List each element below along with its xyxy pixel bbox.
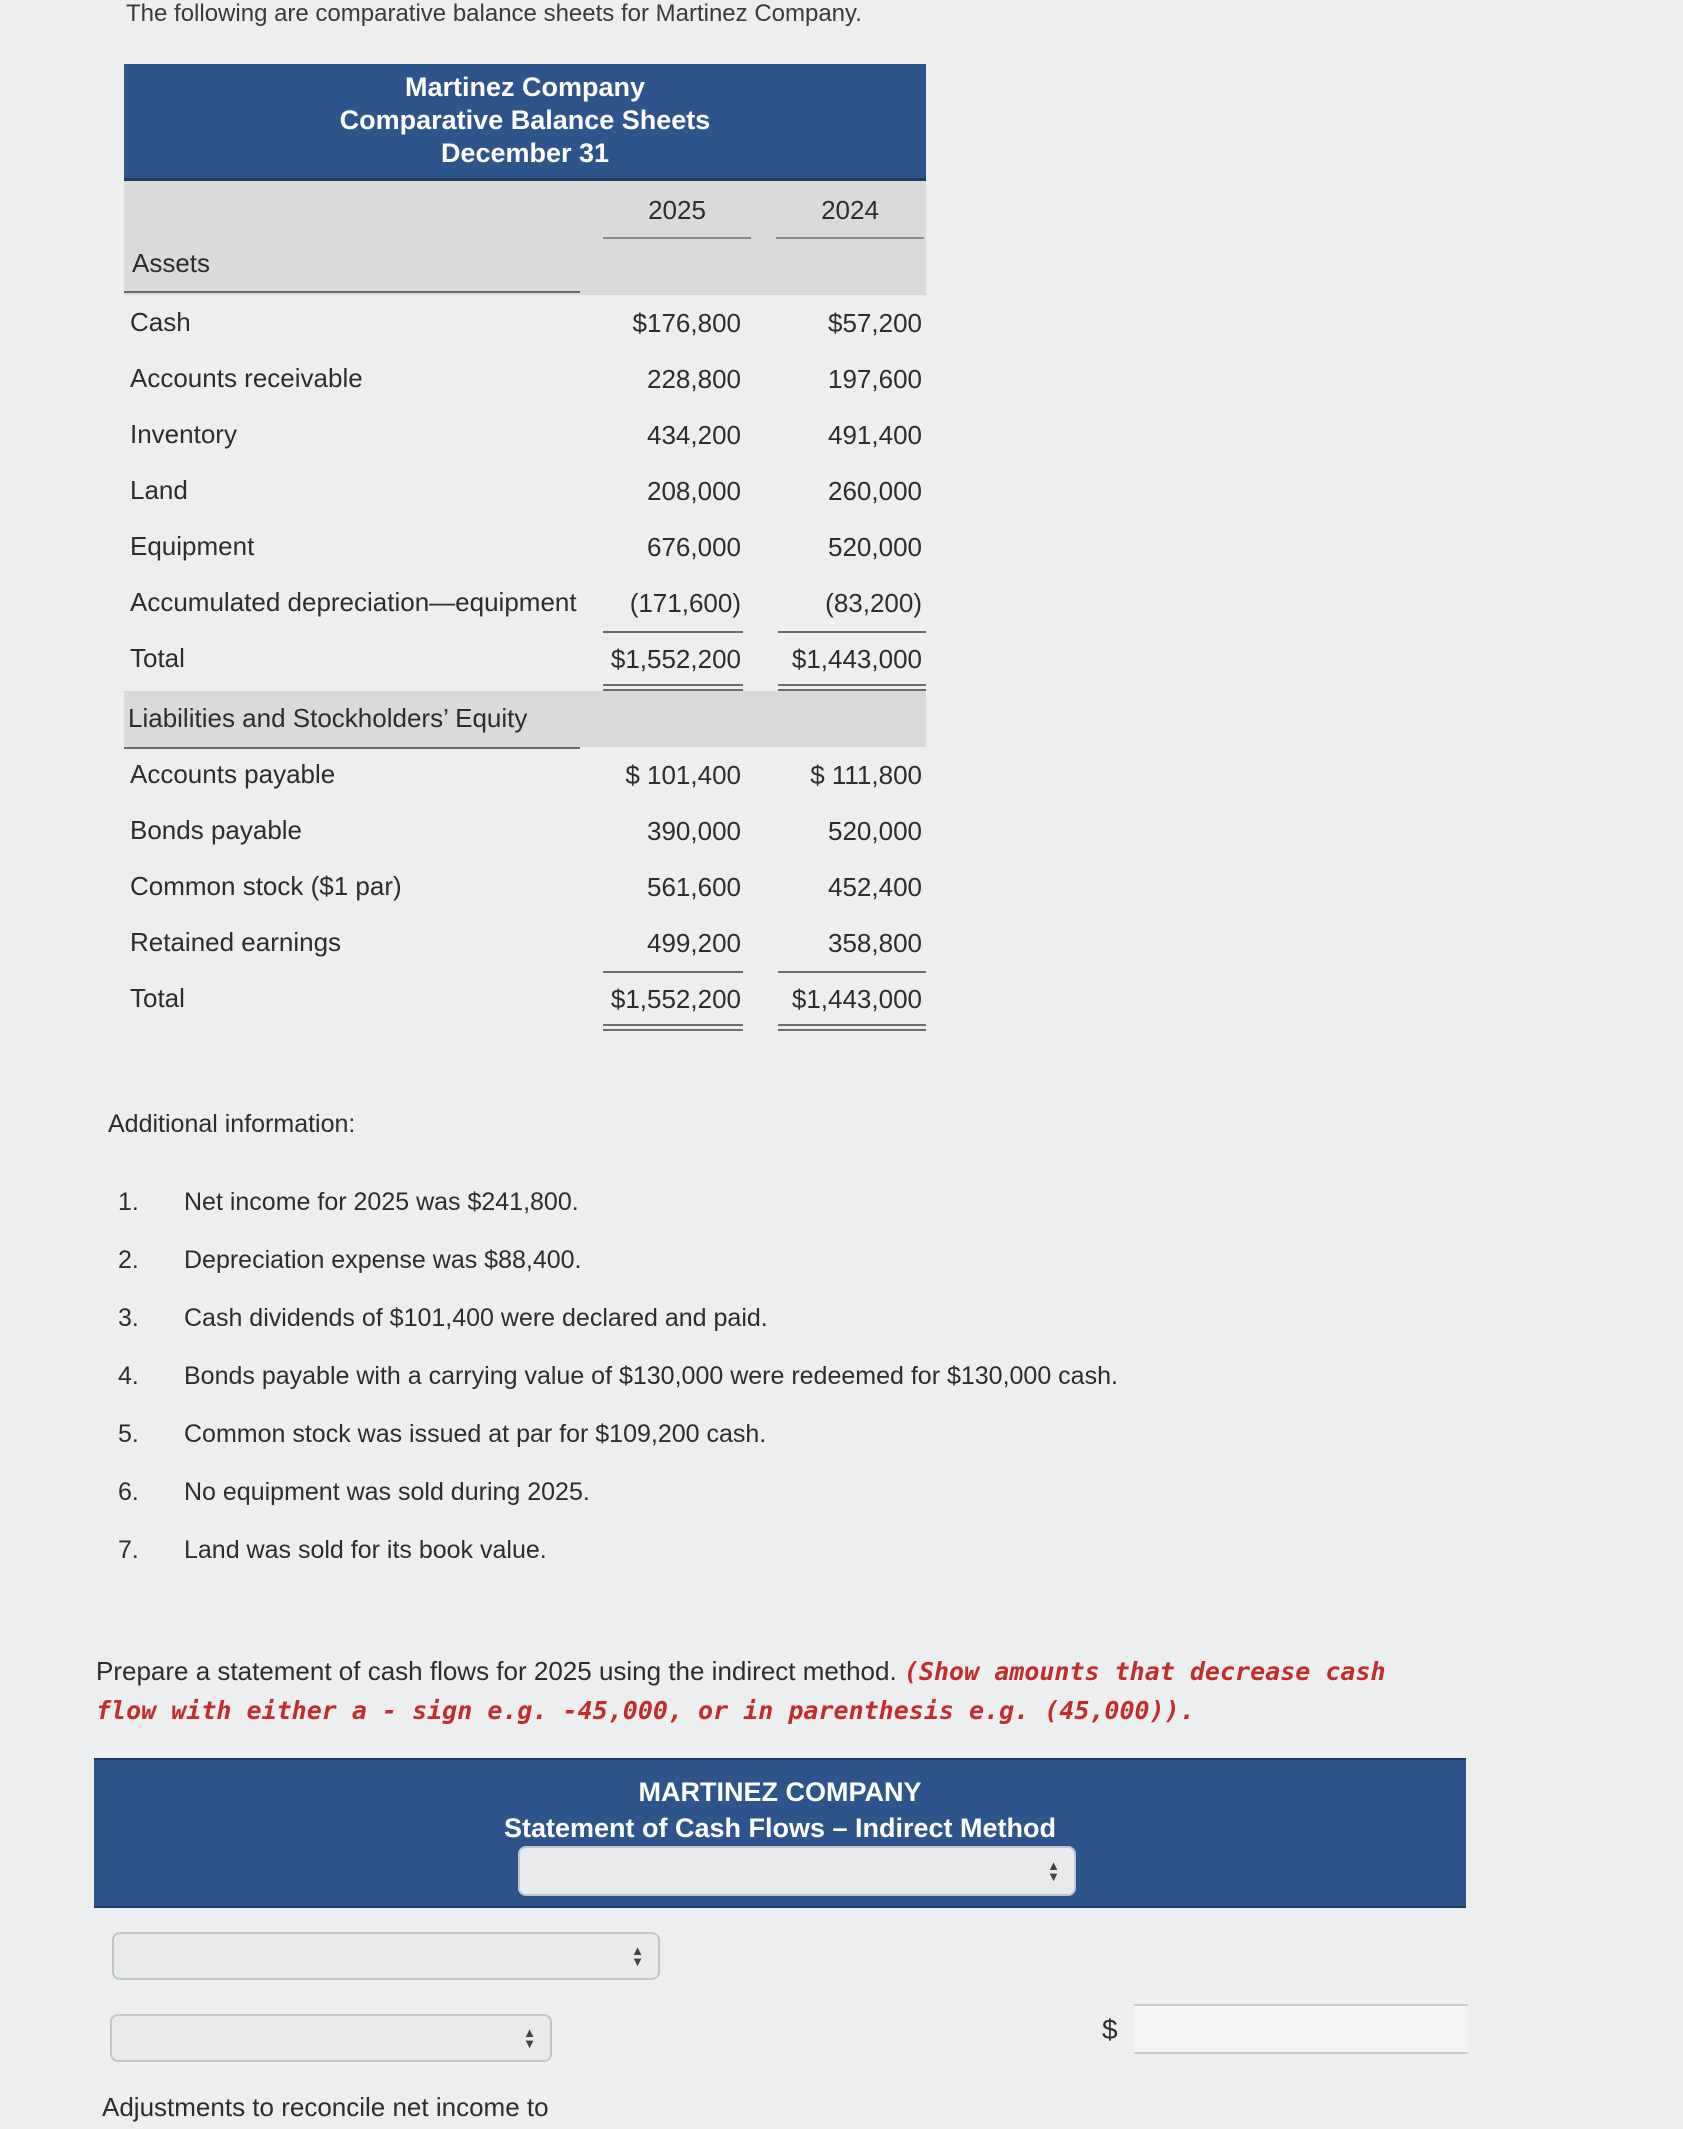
value-2024: 197,600 (828, 364, 922, 394)
adjustments-label: Adjustments to reconcile net income to (102, 2092, 549, 2122)
value-2025: 390,000 (647, 816, 741, 846)
value-2025: 561,600 (647, 872, 741, 902)
year-2025-header: 2025 (648, 195, 706, 225)
table-row (124, 803, 926, 859)
total-2024: $1,443,000 (764, 644, 922, 675)
value-2024: $ 111,800 (810, 760, 922, 790)
item-number: 2. (118, 1246, 139, 1274)
value-2025: 499,200 (591, 928, 741, 959)
item-text: Land was sold for its book value. (184, 1536, 547, 1564)
statement-date: December 31 (440, 138, 610, 168)
cash-flow-company: MARTINEZ COMPANY (638, 1777, 922, 1807)
period-select[interactable] (518, 1846, 1076, 1896)
item-number: 4. (118, 1362, 139, 1390)
value-2024: 491,400 (828, 420, 922, 450)
select-arrows-icon: ▲ ▼ (631, 1943, 644, 1969)
value-2024: 452,400 (828, 872, 922, 902)
intro-text: The following are comparative balance sheets for Martinez Company. (126, 0, 862, 27)
value-2025: 434,200 (647, 420, 741, 450)
item-text: Cash dividends of $101,400 were declared and paid. (184, 1304, 768, 1332)
value-2025: (171,600) (591, 588, 741, 619)
table-row (124, 575, 926, 631)
value-2024: 358,800 (764, 928, 922, 959)
row-label: Total (130, 643, 185, 673)
value-2025: 208,000 (647, 476, 741, 506)
value-2024: 520,000 (828, 816, 922, 846)
item-text: No equipment was sold during 2025. (184, 1478, 590, 1506)
row-label: Common stock ($1 par) (130, 871, 402, 901)
line-item-select[interactable] (110, 2014, 552, 2062)
table-row (124, 351, 926, 407)
value-2025: 676,000 (647, 532, 741, 562)
row-label: Inventory (130, 419, 237, 449)
row-label: Bonds payable (130, 815, 303, 845)
row-label: Total (130, 983, 185, 1013)
value-2024: (83,200) (764, 588, 922, 619)
item-text: Bonds payable with a carrying value of $130,000 were redeemed for $130,000 cash. (184, 1362, 1118, 1390)
amount-input[interactable] (1134, 2004, 1468, 2054)
total-row (124, 971, 926, 1027)
table-row (124, 859, 926, 915)
instruction-text (96, 1652, 1456, 1730)
item-number: 5. (118, 1420, 139, 1448)
total-2025: $1,552,200 (591, 644, 741, 675)
row-label: Accounts receivable (130, 363, 363, 393)
select-arrows-icon: ▲ ▼ (523, 2025, 536, 2051)
row-label: Equipment (130, 531, 255, 561)
total-row (124, 631, 926, 687)
total-2025: $1,552,200 (591, 984, 741, 1015)
year-2024-header: 2024 (821, 195, 879, 225)
item-text: Net income for 2025 was $241,800. (184, 1188, 579, 1216)
table-row (124, 747, 926, 803)
value-2024: $57,200 (828, 308, 922, 338)
instruction-main: Prepare a statement of cash flows for 2025 using the indirect method. (96, 1656, 897, 1686)
row-label: Retained earnings (130, 927, 342, 957)
item-text: Common stock was issued at par for $109,200 cash. (184, 1420, 767, 1448)
divider (124, 291, 580, 293)
row-label: Accounts payable (130, 759, 336, 789)
instruction-note: (Show amounts that decrease cash flow with either a - sign e.g. -45,000, or in parenthesis e.g. (45,000)). (96, 1657, 1386, 1725)
item-number: 7. (118, 1536, 139, 1564)
currency-symbol: $ (1102, 2014, 1118, 2045)
table-row (124, 295, 926, 351)
assets-heading: Assets (132, 248, 211, 278)
row-label: Cash (130, 307, 191, 337)
select-arrows-icon: ▲ ▼ (1047, 1858, 1060, 1884)
company-name: Martinez Company (404, 72, 646, 102)
table-row (124, 519, 926, 575)
item-number: 3. (118, 1304, 139, 1332)
value-2025: $ 101,400 (625, 760, 741, 790)
value-2024: 260,000 (828, 476, 922, 506)
year-header-row (124, 181, 926, 295)
table-row (124, 407, 926, 463)
value-2024: 520,000 (828, 532, 922, 562)
divider (603, 237, 751, 239)
balance-sheet-header (124, 64, 926, 181)
item-number: 6. (118, 1478, 139, 1506)
liabilities-heading: Liabilities and Stockholders’ Equity (128, 703, 528, 733)
item-text: Depreciation expense was $88,400. (184, 1246, 582, 1274)
value-2025: 228,800 (647, 364, 741, 394)
row-label: Accumulated depreciation—equipment (130, 587, 577, 617)
additional-info-heading: Additional information: (108, 1110, 356, 1138)
statement-name: Comparative Balance Sheets (339, 105, 711, 135)
table-row (124, 463, 926, 519)
row-label: Land (130, 475, 188, 505)
value-2025: $176,800 (632, 308, 741, 338)
divider (776, 237, 924, 239)
table-row (124, 915, 926, 971)
total-2024: $1,443,000 (764, 984, 922, 1015)
liabilities-section-header (124, 691, 926, 747)
section-select[interactable] (112, 1932, 660, 1980)
item-number: 1. (118, 1188, 139, 1216)
balance-sheet-table (124, 64, 926, 1027)
cash-flow-title: Statement of Cash Flows – Indirect Method (503, 1813, 1057, 1843)
